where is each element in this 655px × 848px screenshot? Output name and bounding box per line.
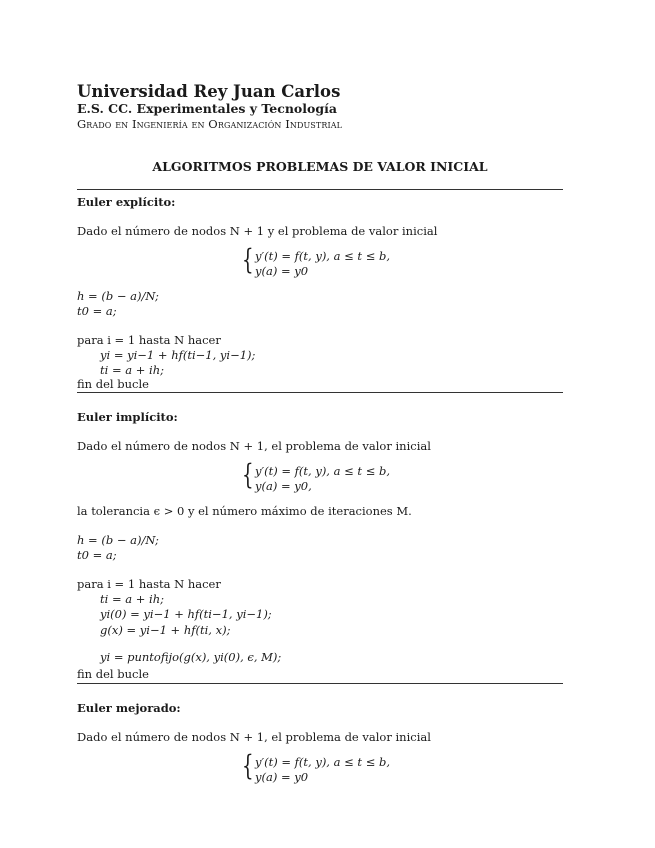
divider — [77, 392, 563, 393]
explicit-intro: Dado el número de nodos N + 1 y el problema de valor inicial — [77, 224, 438, 238]
explicit-step-y: yi = yi−1 + hf(ti−1, yi−1); — [100, 348, 256, 362]
explicit-loop-start: para i = 1 hasta N hacer — [77, 333, 221, 347]
brace-symbol: { — [242, 243, 254, 276]
implicit-t0-def: t0 = a; — [77, 548, 117, 562]
implicit-intro: Dado el número de nodos N + 1, el problema de valor inicial — [77, 439, 431, 453]
divider — [77, 189, 563, 190]
section-heading-implicit: Euler implícito: — [77, 410, 178, 424]
brace-symbol: { — [242, 749, 254, 782]
ode-initial-condition: y(a) = y0, — [255, 479, 312, 493]
improved-intro: Dado el número de nodos N + 1, el problema de valor inicial — [77, 730, 431, 744]
implicit-tolerance: la tolerancia ϵ > 0 y el número máximo de iteraciones M. — [77, 504, 412, 518]
school-name: E.S. CC. Experimentales y Tecnología — [77, 101, 337, 116]
explicit-loop-end: fin del bucle — [77, 377, 149, 391]
implicit-h-def: h = (b − a)/N; — [77, 533, 159, 547]
ode-equation: y′(t) = f(t, y), a ≤ t ≤ b, — [255, 464, 391, 478]
explicit-step-t: ti = a + ih; — [100, 363, 165, 377]
implicit-step-puntofijo: yi = puntofijo(g(x), yi(0), ϵ, M); — [100, 650, 282, 664]
divider — [77, 683, 563, 684]
implicit-step-t: ti = a + ih; — [100, 592, 165, 606]
brace-symbol: { — [242, 458, 254, 491]
ode-equation: y′(t) = f(t, y), a ≤ t ≤ b, — [255, 249, 391, 263]
university-name: Universidad Rey Juan Carlos — [77, 82, 341, 101]
explicit-t0-def: t0 = a; — [77, 304, 117, 318]
ode-initial-condition: y(a) = y0 — [255, 264, 309, 278]
ode-initial-condition: y(a) = y0 — [255, 770, 309, 784]
explicit-h-def: h = (b − a)/N; — [77, 289, 159, 303]
section-heading-improved: Euler mejorado: — [77, 701, 181, 715]
implicit-step-y0: yi(0) = yi−1 + hf(ti−1, yi−1); — [100, 607, 272, 621]
document-title: ALGORITMOS PROBLEMAS DE VALOR INICIAL — [152, 159, 488, 174]
section-heading-explicit: Euler explícito: — [77, 195, 176, 209]
implicit-loop-end: fin del bucle — [77, 667, 149, 681]
ode-equation: y′(t) = f(t, y), a ≤ t ≤ b, — [255, 755, 391, 769]
implicit-step-g: g(x) = yi−1 + hf(ti, x); — [100, 623, 231, 637]
implicit-loop-start: para i = 1 hasta N hacer — [77, 577, 221, 591]
degree-name: Grado en Ingeniería en Organización Industrial — [77, 117, 342, 131]
